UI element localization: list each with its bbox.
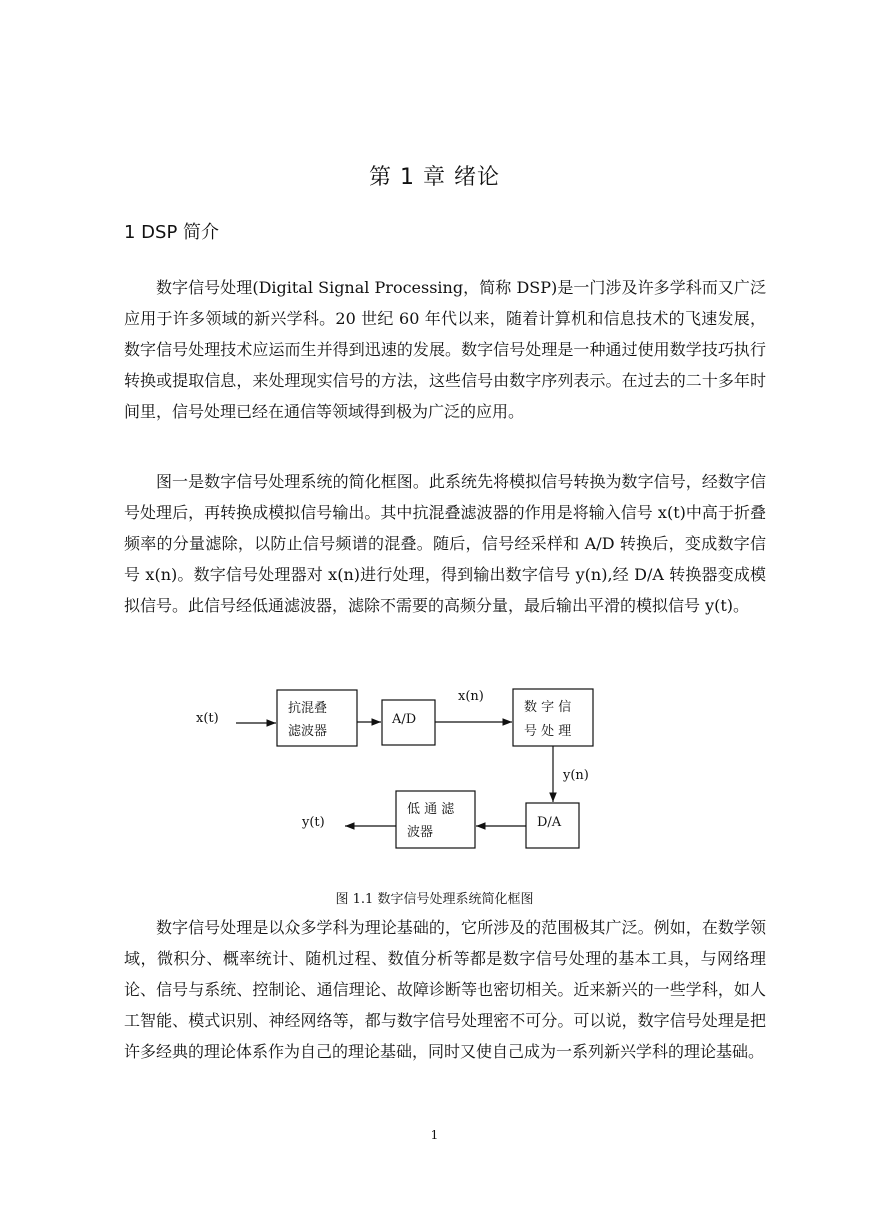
output-digital-label: y(n) <box>563 768 589 783</box>
page-number: 1 <box>430 1128 439 1142</box>
chapter-title: 第 1 章 绪论 <box>369 165 500 190</box>
figure-caption: 图 1.1 数字信号处理系统简化框图 <box>335 892 534 907</box>
anti-alias-filter-label-1: 抗混叠 <box>288 701 328 716</box>
dsp-label-1: 数 字 信 <box>524 700 572 715</box>
output-signal-label: y(t) <box>302 815 325 830</box>
paragraph-theory: 数字信号处理是以众多学科为理论基础的，它所涉及的范围极其广泛。例如，在数学领域，微积分、概率统计、随机过程、数值分析等都是数字信号处理的基本工具，与网络理论、信号与系统、控制论、通信理论、故障诊断等也密切相关。近来新兴的一些学科，如人工智能、模式识别、神经网络等，都与数字信号处理密不可分。可以说，数字信号处理是把许多经典的理论体系作为自己的理论基础，同时又使自己成为一系列新兴学科的理论基础。 <box>124 918 766 1061</box>
anti-alias-filter-label-2: 滤波器 <box>288 724 328 739</box>
lowpass-label-1: 低 通 滤 <box>407 802 455 817</box>
dsp-label-2: 号 处 理 <box>524 724 572 739</box>
digital-signal-label: x(n) <box>458 689 484 704</box>
input-signal-label: x(t) <box>196 711 219 726</box>
dac-label: D/A <box>537 815 562 830</box>
section-title: 1 DSP 简介 <box>124 222 220 243</box>
adc-label: A/D <box>392 712 417 727</box>
paragraph-intro: 数字信号处理(Digital Signal Processing，简称 DSP)是一门涉及许多学科而又广泛应用于许多领域的新兴学科。20 世纪 60 年代以来，随着计算机和信息技术的飞速发展，数字信号处理技术应运而生并得到迅速的发展。数字信号处理是一种通过使用数学技巧执行转换或提取信息，来处理现实信号的方法，这些信号由数字序列表示。在过去的二十多年时间里，信号处理已经在通信等领域得到极为广泛的应用。 <box>124 278 766 421</box>
paragraph-system: 图一是数字信号处理系统的简化框图。此系统先将模拟信号转换为数字信号，经数字信号处理后，再转换成模拟信号输出。其中抗混叠滤波器的作用是将输入信号 x(t)中高于折叠频率的分量滤除，以防止信号频谱的混叠。随后，信号经采样和 A/D 转换后，变成数字信号 x(n)。数字信号处理器对 x(n)进行处理，得到输出数字信号 y(n),经 D/A 转换器变成模拟信号。此信号经低通滤波器，滤除不需要的高频分量，最后输出平滑的模拟信号 y(t)。 <box>124 472 766 615</box>
lowpass-label-2: 波器 <box>407 825 434 840</box>
